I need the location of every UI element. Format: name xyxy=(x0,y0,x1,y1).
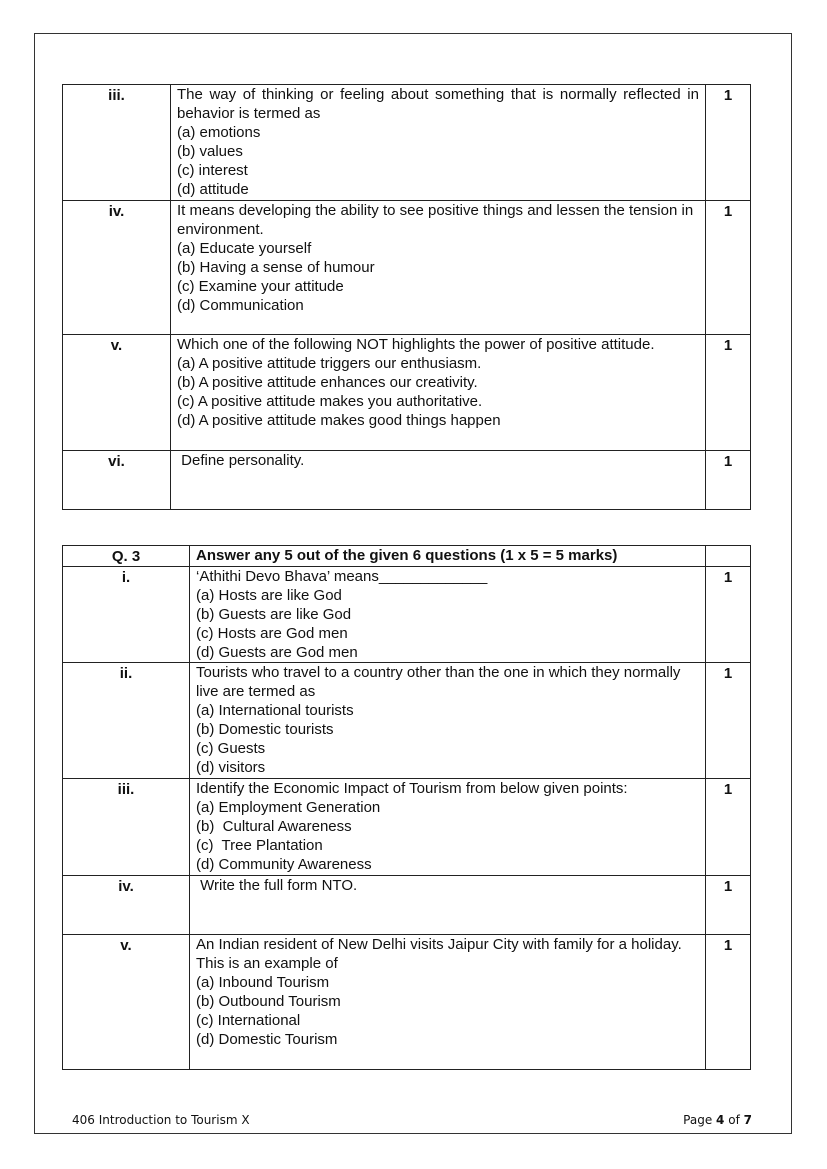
table-row xyxy=(63,876,751,935)
table-row xyxy=(63,935,751,1070)
option-a: (a) Educate yourself xyxy=(177,240,312,257)
question-cell xyxy=(190,779,706,876)
table-row xyxy=(63,567,751,663)
marks: 1 xyxy=(706,451,751,510)
question-cell xyxy=(171,335,706,451)
marks: 1 xyxy=(706,335,751,451)
question-cell xyxy=(171,201,706,335)
option-a: (a) Inbound Tourism xyxy=(196,974,330,991)
option-c: (c) Guests xyxy=(196,740,266,757)
page-current: 4 xyxy=(716,1113,725,1127)
footer-page-number xyxy=(683,1113,752,1127)
question-text: ‘Athithi Devo Bhava’ means_____________ xyxy=(196,568,488,585)
option-c: (c) A positive attitude makes you authoritative. xyxy=(177,393,483,410)
question-cell xyxy=(190,876,706,935)
question-cell xyxy=(190,935,706,1070)
question-number: iii. xyxy=(63,85,171,201)
option-d: (d) Communication xyxy=(177,297,304,314)
option-b: (b) Outbound Tourism xyxy=(196,993,341,1010)
question-table-part-a xyxy=(62,84,751,510)
question-text: Define personality. xyxy=(177,452,305,469)
question-text: Identify the Economic Impact of Tourism from below given points: xyxy=(196,780,628,797)
section-title: Answer any 5 out of the given 6 questions (1 x 5 = 5 marks) xyxy=(190,546,706,567)
marks: 1 xyxy=(706,567,751,663)
footer-course-title: 406 Introduction to Tourism X xyxy=(72,1113,250,1127)
table-row xyxy=(63,451,751,510)
marks-header xyxy=(706,546,751,567)
marks: 1 xyxy=(706,779,751,876)
question-text: An Indian resident of New Delhi visits Jaipur City with family for a holiday. This is an example of xyxy=(196,936,682,972)
option-d: (d) Domestic Tourism xyxy=(196,1031,338,1048)
option-b: (b) Having a sense of humour xyxy=(177,259,375,276)
question-text: It means developing the ability to see positive things and lessen the tension in environment. xyxy=(177,202,694,238)
option-c: (c) interest xyxy=(177,162,248,179)
option-a: (a) A positive attitude triggers our enthusiasm. xyxy=(177,355,482,372)
option-b: (b) A positive attitude enhances our creativity. xyxy=(177,374,478,391)
option-c: (c) Tree Plantation xyxy=(196,837,323,854)
table-row xyxy=(63,663,751,779)
option-d: (d) Guests are God men xyxy=(196,644,358,661)
table-row xyxy=(63,85,751,201)
option-c: (c) Hosts are God men xyxy=(196,625,348,642)
marks: 1 xyxy=(706,85,751,201)
question-text: The way of thinking or feeling about something that is normally reflected in behavior is termed as xyxy=(177,86,699,122)
question-number: v. xyxy=(63,935,190,1070)
question-text: Which one of the following NOT highlights the power of positive attitude. xyxy=(177,336,655,353)
question-number: iii. xyxy=(63,779,190,876)
option-a: (a) Employment Generation xyxy=(196,799,381,816)
option-d: (d) A positive attitude makes good things happen xyxy=(177,412,501,429)
option-c: (c) International xyxy=(196,1012,301,1029)
option-d: (d) visitors xyxy=(196,759,266,776)
option-c: (c) Examine your attitude xyxy=(177,278,344,295)
marks: 1 xyxy=(706,201,751,335)
question-cell xyxy=(190,567,706,663)
page-total: 7 xyxy=(743,1113,752,1127)
question-number-header: Q. 3 xyxy=(63,546,190,567)
question-number: i. xyxy=(63,567,190,663)
question-number: iv. xyxy=(63,201,171,335)
option-a: (a) emotions xyxy=(177,124,261,141)
option-b: (b) Domestic tourists xyxy=(196,721,334,738)
question-cell xyxy=(171,451,706,510)
table-row xyxy=(63,779,751,876)
option-b: (b) Cultural Awareness xyxy=(196,818,352,835)
question-number: vi. xyxy=(63,451,171,510)
option-a: (a) Hosts are like God xyxy=(196,587,342,604)
marks: 1 xyxy=(706,935,751,1070)
page-label: Page xyxy=(683,1113,713,1127)
option-b: (b) values xyxy=(177,143,243,160)
question-text: Tourists who travel to a country other than the one in which they normally live are termed as xyxy=(196,664,681,700)
question-number: ii. xyxy=(63,663,190,779)
table-row xyxy=(63,335,751,451)
question-cell xyxy=(190,663,706,779)
marks: 1 xyxy=(706,663,751,779)
page-of: of xyxy=(728,1113,740,1127)
question-number: v. xyxy=(63,335,171,451)
question-number: iv. xyxy=(63,876,190,935)
question-cell xyxy=(171,85,706,201)
table-header-row xyxy=(63,546,751,567)
question-text: Write the full form NTO. xyxy=(196,877,358,894)
option-d: (d) attitude xyxy=(177,181,249,198)
table-row xyxy=(63,201,751,335)
option-d: (d) Community Awareness xyxy=(196,856,372,873)
question-table-q3 xyxy=(62,545,751,1070)
option-a: (a) International tourists xyxy=(196,702,354,719)
marks: 1 xyxy=(706,876,751,935)
option-b: (b) Guests are like God xyxy=(196,606,352,623)
